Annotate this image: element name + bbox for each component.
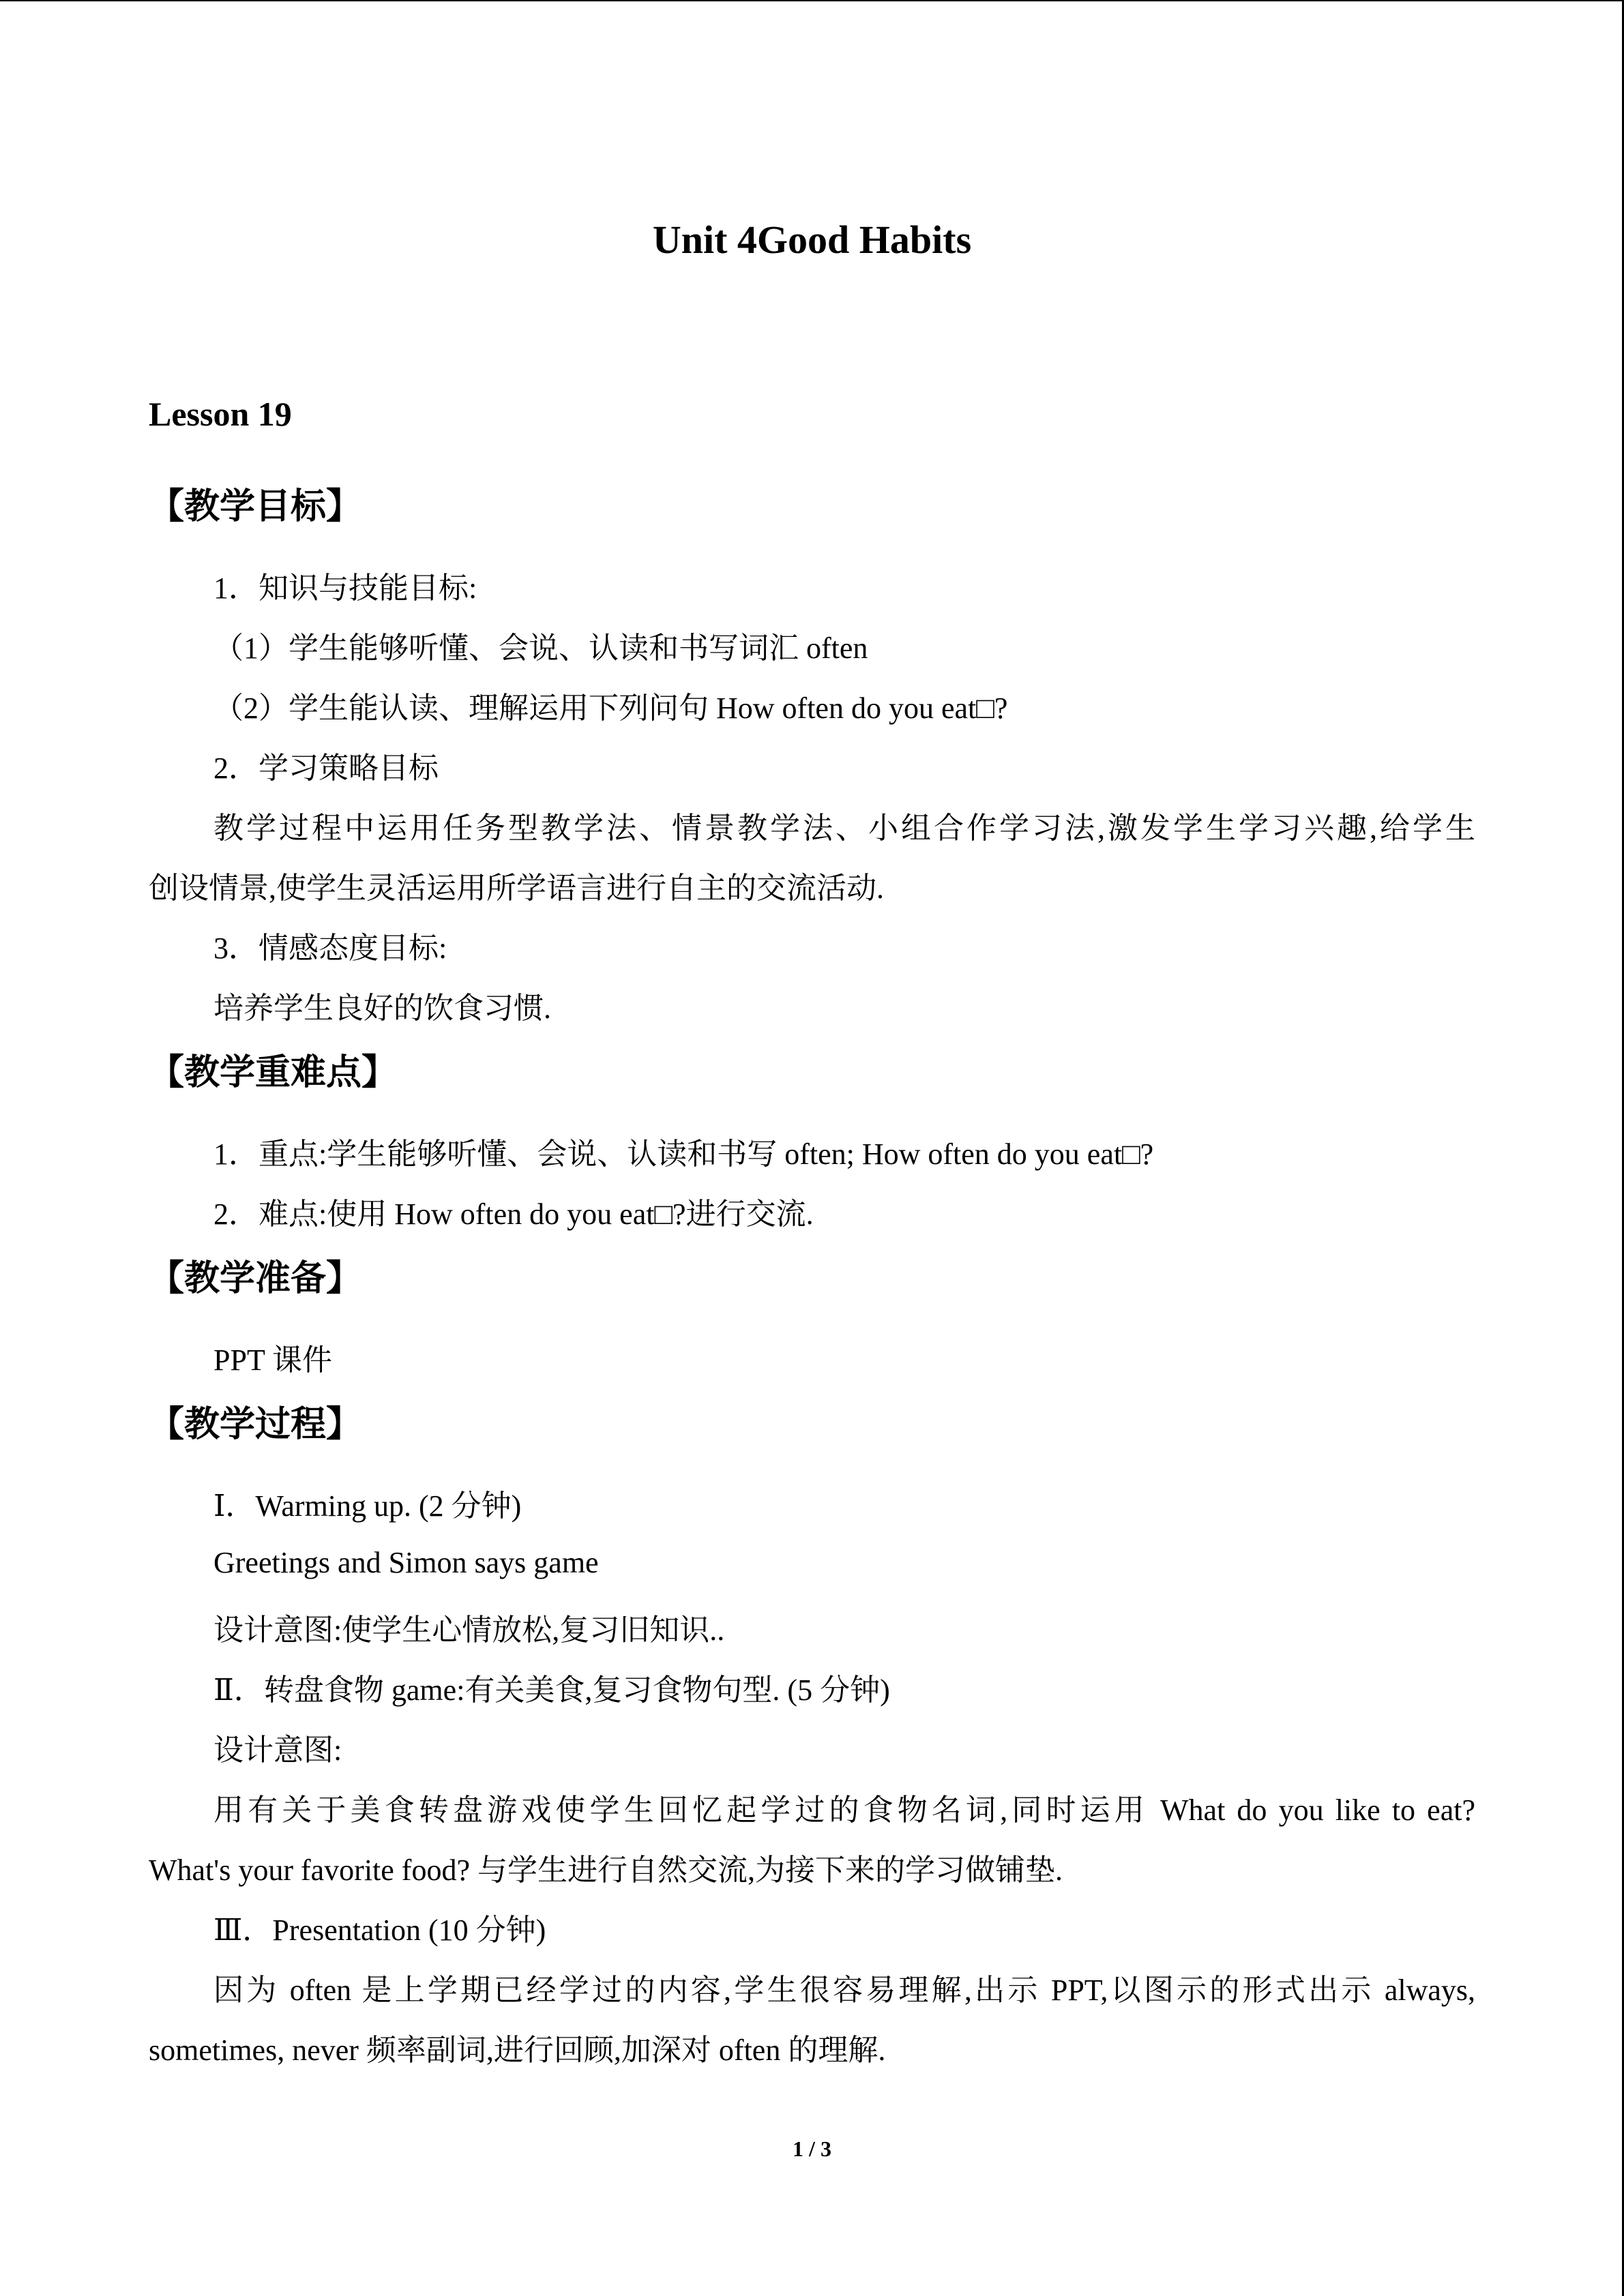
process-paragraph-line: 用有关于美食转盘游戏使学生回忆起学过的食物名词,同时运用 What do you like to eat? — [213, 1793, 1475, 1827]
key-point-line: 2．难点:使用 How often do you eat□?进行交流. — [213, 1197, 814, 1231]
objective-paragraph-line: 创设情景,使学生灵活运用所学语言进行自主的交流活动. — [149, 871, 884, 905]
objective-line: 培养学生良好的饮食习惯. — [213, 992, 551, 1025]
process-line: Greetings and Simon says game — [213, 1546, 599, 1579]
page-number: 1 / 3 — [793, 2136, 831, 2161]
section-heading-objectives: 【教学目标】 — [149, 488, 362, 526]
process-paragraph-line: 因为 often 是上学期已经学过的内容,学生很容易理解,出示 PPT,以图示的形式出示 always, — [213, 1973, 1475, 2007]
document-title: Unit 4Good Habits — [652, 218, 972, 262]
objective-paragraph-line: 教学过程中运用任务型教学法、情景教学法、小组合作学习法,激发学生学习兴趣,给学生 — [213, 811, 1475, 845]
objective-line: 1．知识与技能目标: — [213, 571, 477, 605]
process-paragraph-line: What's your favorite food? 与学生进行自然交流,为接下来的学习做铺垫. — [149, 1853, 1063, 1887]
objective-line: 2．学习策略目标 — [213, 751, 439, 785]
lesson-heading: Lesson 19 — [149, 395, 292, 433]
objective-line: （1）学生能够听懂、会说、认读和书写词汇 often — [213, 631, 868, 665]
process-line: 设计意图: — [213, 1733, 342, 1767]
objective-line: 3．情感态度目标: — [213, 931, 447, 965]
objective-line: （2）学生能认读、理解运用下列问句 How often do you eat□? — [213, 691, 1008, 725]
process-line: Ⅱ．转盘食物 game:有关美食,复习食物句型. (5 分钟) — [213, 1673, 890, 1707]
section-heading-process: 【教学过程】 — [149, 1405, 362, 1444]
process-line: Ⅲ．Presentation (10 分钟) — [213, 1913, 546, 1947]
process-line: 设计意图:使学生心情放松,复习旧知识.. — [213, 1613, 725, 1647]
process-line: Ⅰ．Warming up. (2 分钟) — [213, 1489, 522, 1523]
key-point-line: 1．重点:学生能够听懂、会说、认读和书写 often; How often do you eat□? — [213, 1137, 1154, 1171]
section-heading-key-points: 【教学重难点】 — [149, 1054, 398, 1092]
preparation-line: PPT 课件 — [213, 1343, 333, 1377]
section-heading-preparation: 【教学准备】 — [149, 1259, 362, 1298]
process-paragraph-line: sometimes, never 频率副词,进行回顾,加深对 often 的理解. — [149, 2033, 886, 2067]
